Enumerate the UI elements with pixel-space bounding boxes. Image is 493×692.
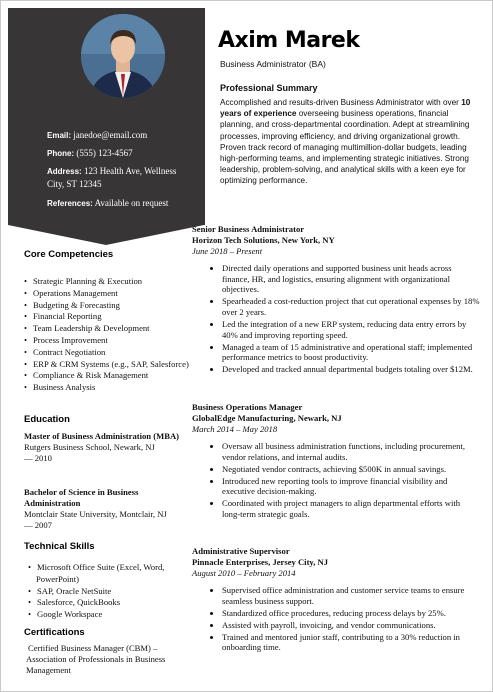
list-item: • Developed and tracked annual departmental budgets totaling over $12M. xyxy=(222,364,480,375)
candidate-title: Business Administrator (BA) xyxy=(220,59,326,69)
list-item: • Google Workspace xyxy=(36,609,176,621)
education-year: — 2010 xyxy=(24,453,52,463)
list-item: • Process Improvement xyxy=(32,335,202,347)
technical-skills-list xyxy=(26,562,176,621)
contact-banner-tip xyxy=(8,225,204,245)
email-label: Email: xyxy=(47,131,72,140)
list-item: • Business Analysis xyxy=(32,382,202,394)
list-item: • Trained and mentored junior staff, contributing to a 30% reduction in onboarding time. xyxy=(222,632,480,653)
list-item: • Budgeting & Forecasting xyxy=(32,300,202,312)
job-dates: June 2018 – Present xyxy=(192,246,263,256)
list-item: • Oversaw all business administration functions, including procurement, vendor relations, and internal audits. xyxy=(222,441,480,462)
contact-phone xyxy=(47,147,133,160)
job-bullets xyxy=(192,441,480,520)
list-item: • Led the integration of a new ERP system, reducing data entry errors by 40% and improving reporting speed. xyxy=(222,319,480,340)
summary-text-after: overseeing business operations, financial planning, and cross-departmental coordination. Adept at streamlining processes, improving efficiency, and driving organizational growth. Proven track record of managing multimillion-dollar budgets, leading high-performing teams, and implementing strategic initiatives. Strong leadership, problem-solving, and analytical skills with a keen eye for optimizing performance. xyxy=(220,109,470,186)
list-item: • Compliance & Risk Management xyxy=(32,370,202,382)
job-dates: March 2014 – May 2018 xyxy=(192,424,278,434)
list-item: • Salesforce, QuickBooks xyxy=(36,597,176,609)
education-degree: Master of Business Administration (MBA) xyxy=(24,431,180,441)
job-company: GlobalEdge Manufacturing, Newark, NJ xyxy=(192,413,342,423)
address-line1: 123 Health Ave, Wellness xyxy=(83,166,177,176)
address-label: Address: xyxy=(47,167,82,176)
job-title: Senior Business Administrator xyxy=(192,224,305,234)
list-item: • Spearheaded a cost-reduction project that cut operational expenses by 18% over 2 years. xyxy=(222,296,480,317)
education-school: Montclair State University, Montclair, NJ xyxy=(24,509,167,519)
education-entry xyxy=(24,431,179,464)
job-company: Horizon Tech Solutions, New York, NY xyxy=(192,235,335,245)
list-item: • Managed a team of 15 administrative and operational staff; implemented performance metrics to boost productivity. xyxy=(222,342,480,363)
job-bullets xyxy=(192,263,480,375)
contact-email xyxy=(47,129,147,142)
job-title: Administrative Supervisor xyxy=(192,546,290,556)
technical-skills-heading: Technical Skills xyxy=(24,541,95,552)
education-entry xyxy=(24,487,179,531)
candidate-name: Axim Marek xyxy=(218,28,360,53)
email-value[interactable]: janedoe@email.com xyxy=(73,130,148,140)
experience-entry xyxy=(192,546,480,655)
list-item: • ERP & CRM Systems (e.g., SAP, Salesforce) xyxy=(32,359,202,371)
job-dates: August 2010 – February 2014 xyxy=(192,568,296,578)
list-item: • Operations Management xyxy=(32,288,202,300)
summary-text xyxy=(220,97,480,187)
list-item: • SAP, Oracle NetSuite xyxy=(36,586,176,598)
contact-references xyxy=(47,197,168,210)
summary-text-bold: 10 years of experience xyxy=(220,98,471,119)
summary-heading: Professional Summary xyxy=(220,83,318,93)
education-year: — 2007 xyxy=(24,520,52,530)
competencies-list xyxy=(24,276,202,394)
education-degree: Bachelor of Science in Business Administration xyxy=(24,487,139,508)
contact-address xyxy=(47,165,176,191)
summary-text-before: Accomplished and results-driven Business Administrator with over xyxy=(220,98,462,107)
list-item: • Supervised office administration and customer service teams to ensure seamless business support. xyxy=(222,585,480,606)
references-value: Available on request xyxy=(94,198,169,208)
job-title: Business Operations Manager xyxy=(192,402,303,412)
list-item: • Coordinated with project managers to align departmental efforts with long-term strategic goals. xyxy=(222,498,480,519)
phone-value: (555) 123-4567 xyxy=(76,148,133,158)
address-line2: City, ST 12345 xyxy=(47,179,102,189)
certification-text: Certified Business Manager (CBM) – Association of Professionals in Business Management xyxy=(26,643,166,675)
experience-entry xyxy=(192,224,480,376)
list-item: • Financial Reporting xyxy=(32,311,202,323)
list-item: • Standardized office procedures, reducing process delays by 25%. xyxy=(222,608,480,619)
list-item: • Assisted with payroll, invoicing, and vendor communications. xyxy=(222,620,480,631)
experience-entry xyxy=(192,402,480,521)
list-item: • Directed daily operations and supported business unit heads across finance, HR, and logistics, ensuring alignment with organizational objectives. xyxy=(222,263,480,295)
job-bullets xyxy=(192,585,480,653)
references-label: References: xyxy=(47,199,93,208)
list-item: • Contract Negotiation xyxy=(32,347,202,359)
profile-photo xyxy=(81,14,165,98)
education-school: Rutgers Business School, Newark, NJ xyxy=(24,442,155,452)
certifications-heading: Certifications xyxy=(24,627,85,638)
profile-photo-illustration xyxy=(81,14,165,98)
list-item: • Negotiated vendor contracts, achieving $500K in annual savings. xyxy=(222,464,480,475)
job-company: Pinnacle Enterprises, Jersey City, NJ xyxy=(192,557,329,567)
list-item: • Microsoft Office Suite (Excel, Word, PowerPoint) xyxy=(36,562,176,586)
phone-label: Phone: xyxy=(47,149,75,158)
list-item: • Introduced new reporting tools to improve financial visibility and executive decision-making. xyxy=(222,476,480,497)
competencies-heading: Core Competencies xyxy=(24,249,114,260)
list-item: • Strategic Planning & Execution xyxy=(32,276,202,288)
list-item: • Team Leadership & Development xyxy=(32,323,202,335)
education-heading: Education xyxy=(24,414,70,425)
